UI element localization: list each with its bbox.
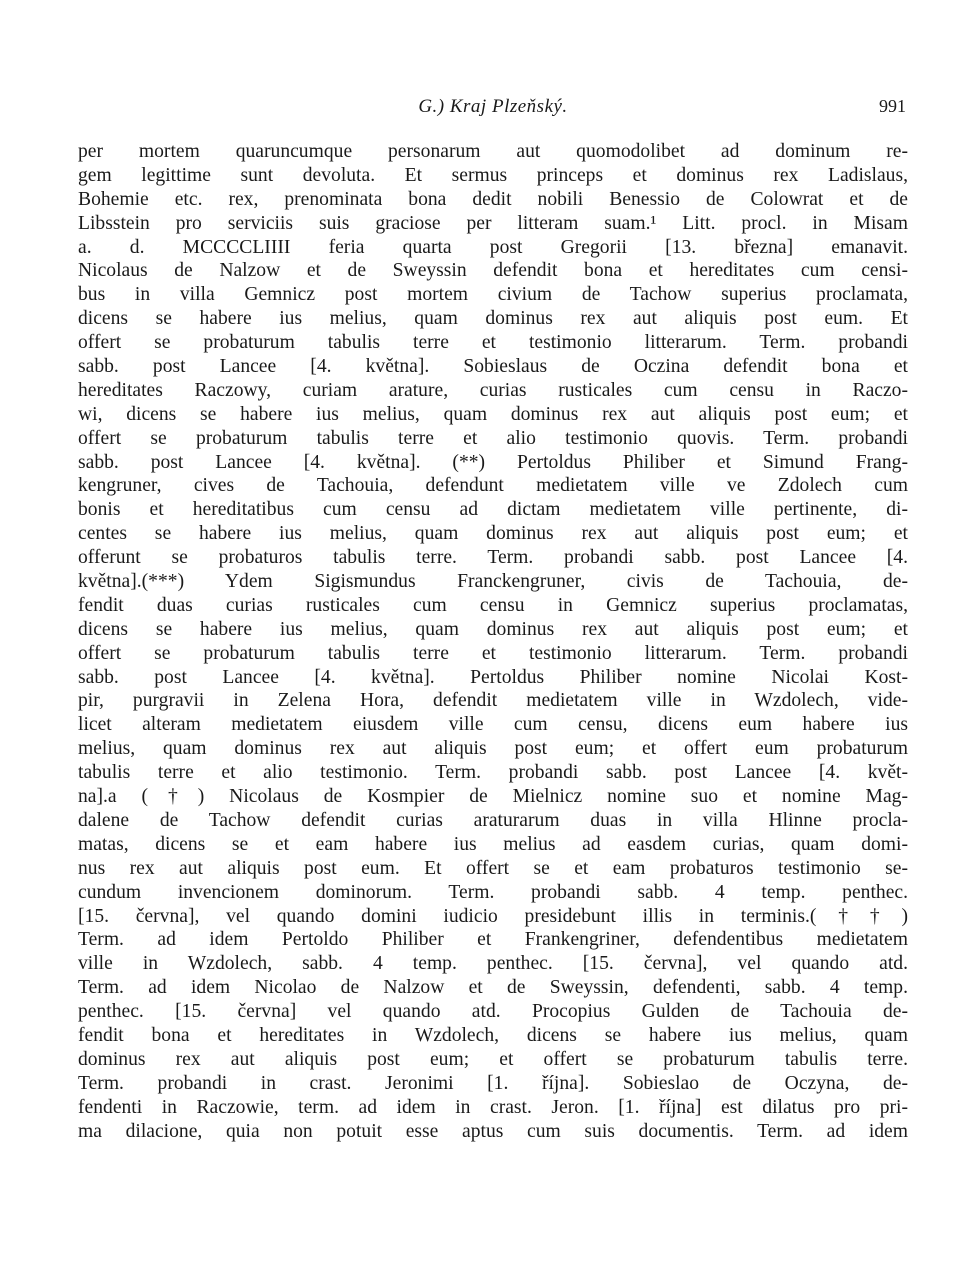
text-line: fendit duas curias rusticales cum censu in Gemnicz superius proclamatas,	[78, 594, 908, 616]
running-head: G.) Kraj Plzeňský.	[418, 96, 568, 117]
text-line: a. d. MCCCCLIIII feria quarta post Gregorii [13. března] emanavit.	[78, 236, 908, 258]
text-line: tabulis terre et alio testimonio. Term. probandi sabb. post Lancee [4. květ-	[78, 762, 908, 784]
page-header	[78, 96, 908, 122]
text-line: sabb. post Lancee [4. května]. Pertoldus Philiber nomine Nicolai Kost-	[78, 666, 908, 688]
text-line: na].a (†) Nicolaus de Kosmpier de Mielnicz nomine suo et nomine Mag-	[78, 786, 908, 808]
text-line: offerunt se probaturos tabulis terre. Term. probandi sabb. post Lancee [4.	[78, 547, 908, 569]
text-line: fendenti in Raczowie, term. ad idem in crast. Jeron. [1. října] est dilatus pro pri-	[78, 1096, 908, 1118]
text-line: cundum invencionem dominorum. Term. probandi sabb. 4 temp. penthec.	[78, 881, 908, 903]
text-line: licet alteram medietatem eiusdem ville cum censu, dicens eum habere ius	[78, 714, 908, 736]
text-line: penthec. [15. června] vel quando atd. Procopius Gulden de Tachouia de-	[78, 1001, 908, 1023]
text-line: offert se probaturum tabulis terre et testimonio litterarum. Term. probandi	[78, 332, 908, 354]
text-line: Libsstein pro serviciis suis graciose per litteram suam.¹ Litt. procl. in Misam	[78, 212, 908, 234]
text-line: centes se habere ius melius, quam dominus rex aut aliquis post eum; et	[78, 523, 908, 545]
text-line: pir, purgravii in Zelena Hora, defendit medietatem ville in Wzdolech, vide-	[78, 690, 908, 712]
text-line: Term. ad idem Nicolao de Nalzow et de Sweyssin, defendenti, sabb. 4 temp.	[78, 977, 908, 999]
text-line: dicens se habere ius melius, quam dominus rex aut aliquis post eum. Et	[78, 308, 908, 330]
text-line: [15. června], vel quando domini iudicio presidebunt illis in terminis.(††)	[78, 905, 908, 927]
text-line: dominus rex aut aliquis post eum; et offert se probaturum tabulis terre.	[78, 1048, 908, 1070]
text-line: per mortem quaruncumque personarum aut quomodolibet ad dominum re-	[78, 141, 908, 162]
text-line: Bohemie etc. rex, prenominata bona dedit nobili Benessio de Colowrat et de	[78, 188, 908, 210]
body-text	[78, 140, 908, 1143]
text-line: května].(***) Ydem Sigismundus Franckengruner, civis de Tachouia, de-	[78, 571, 908, 593]
text-line: offert se probaturum tabulis terre et testimonio litterarum. Term. probandi	[78, 642, 908, 664]
text-line: sabb. post Lancee [4. května]. (**) Pertoldus Philiber et Simund Frang-	[78, 451, 908, 473]
text-line: offert se probaturum tabulis terre et alio testimonio quovis. Term. probandi	[78, 427, 908, 449]
text-line: wi, dicens se habere ius melius, quam dominus rex aut aliquis post eum; et	[78, 403, 908, 425]
text-line: dalene de Tachow defendit curias araturarum duas in villa Hlinne procla-	[78, 809, 908, 831]
text-line: gem legittime sunt devoluta. Et sermus princeps et dominus rex Ladislaus,	[78, 164, 908, 186]
text-line: fendit bona et hereditates in Wzdolech, dicens se habere ius melius, quam	[78, 1024, 908, 1046]
text-line: Term. ad idem Pertoldo Philiber et Frankengriner, defendentibus medietatem	[78, 929, 908, 951]
text-line: hereditates Raczowy, curiam arature, curias rusticales cum censu in Raczo-	[78, 379, 908, 401]
text-line: nus rex aut aliquis post eum. Et offert se et eam probaturos testimonio se-	[78, 857, 908, 879]
text-line: Nicolaus de Nalzow et de Sweyssin defendit bona et hereditates cum censi-	[78, 260, 908, 282]
text-line: ville in Wzdolech, sabb. 4 temp. penthec. [15. června], vel quando atd.	[78, 953, 908, 975]
text-line: Term. probandi in crast. Jeronimi [1. října]. Sobieslao de Oczyna, de-	[78, 1072, 908, 1094]
text-line: matas, dicens se et eam habere ius melius ad easdem curias, quam domi-	[78, 833, 908, 855]
page-number: 991	[879, 96, 906, 116]
text-line: dicens se habere ius melius, quam dominus rex aut aliquis post eum; et	[78, 618, 908, 640]
text-line: sabb. post Lancee [4. května]. Sobieslaus de Oczina defendit bona et	[78, 356, 908, 378]
text-line: melius, quam dominus rex aut aliquis post eum; et offert eum probaturum	[78, 738, 908, 760]
text-line: bus in villa Gemnicz post mortem civium de Tachow superius proclamata,	[78, 284, 908, 306]
text-line: kengruner, cives de Tachouia, defendunt medietatem ville ve Zdolech cum	[78, 475, 908, 497]
text-line: ma dilacione, quia non potuit esse aptus cum suis documentis. Term. ad idem	[78, 1120, 908, 1142]
text-line: bonis et hereditatibus cum censu ad dictam medietatem ville pertinente, di-	[78, 499, 908, 521]
